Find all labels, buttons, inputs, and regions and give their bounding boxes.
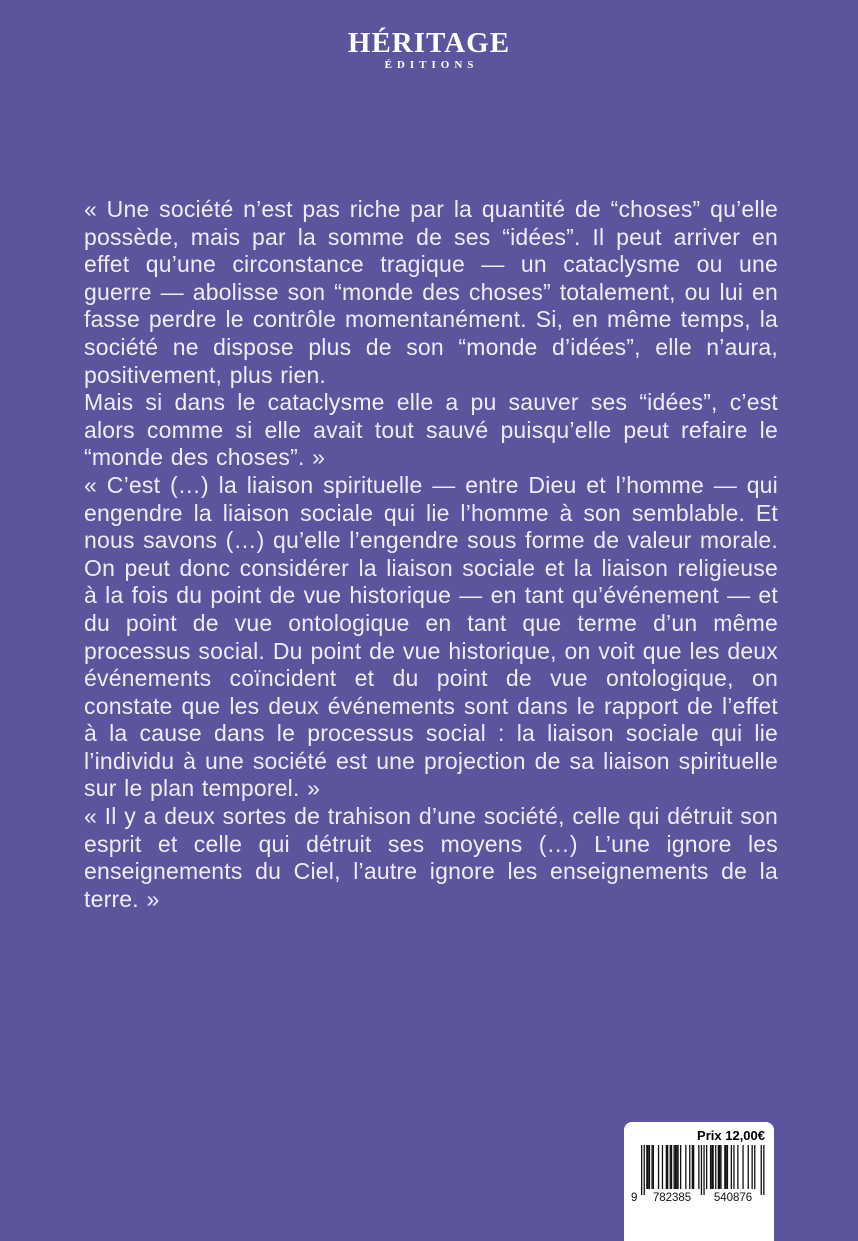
- quote-paragraph-1: « Une société n’est pas riche par la quantité de “choses” qu’elle possède, mais par la somme de ses “idées”. Il peut arriver en effet qu’une circonstance tragique — un cataclysme ou une guerre — abolisse son “monde des choses” totalement, ou lui en fasse perdre le contrôle momentanément. Si, en même temps, la société ne dispose plus de son “monde d’idées”, elle n’aura, positivement, plus rien.: [84, 196, 778, 388]
- back-cover-quotes: [84, 196, 778, 913]
- quote-paragraph-3: « C’est (…) la liaison spirituelle — entre Dieu et l’homme — qui engendre la liaison sociale qui lie l’homme à son semblable. Et nous savons (…) qu’elle l’engendre sous forme de valeur morale. On peut donc considérer la liaison sociale et la liaison religieuse à la fois du point de vue historique — en tant qu’événement — et du point de vue ontologique en tant que terme d’un même processus social. Du point de vue historique, on voit que les deux événements coïncident et du point de vue ontologique, on constate que les deux événements sont dans le rapport de l’effet à la cause dans le processus social : la liaison sociale qui lie l’individu à une société est une projection de sa liaison spirituelle sur le plan temporel. »: [84, 471, 778, 802]
- publisher-name: HÉRITAGE: [347, 27, 511, 59]
- quote-paragraph-4: « Il y a deux sortes de trahison d’une société, celle qui détruit son esprit et celle qui détruit ses moyens (…) L’une ignore les enseignements du Ciel, l’autre ignore les enseignements de la terre. »: [84, 803, 778, 912]
- publisher-logo: [0, 28, 858, 71]
- ean13-barcode: [629, 1145, 769, 1203]
- barcode-area: [629, 1145, 774, 1208]
- price-label: Prix 12,00€: [697, 1128, 765, 1143]
- quote-paragraph-2: Mais si dans le cataclysme elle a pu sauver ses “idées”, c’est alors comme si elle avait tout sauvé puisqu’elle peut refaire le “monde des choses”. »: [84, 389, 778, 471]
- publisher-subtitle: ÉDITIONS: [384, 59, 479, 71]
- svg-text:540876: 540876: [713, 1192, 753, 1203]
- svg-text:782385: 782385: [652, 1192, 692, 1203]
- svg-text:9: 9: [631, 1192, 638, 1203]
- price-barcode-sticker: [624, 1122, 774, 1241]
